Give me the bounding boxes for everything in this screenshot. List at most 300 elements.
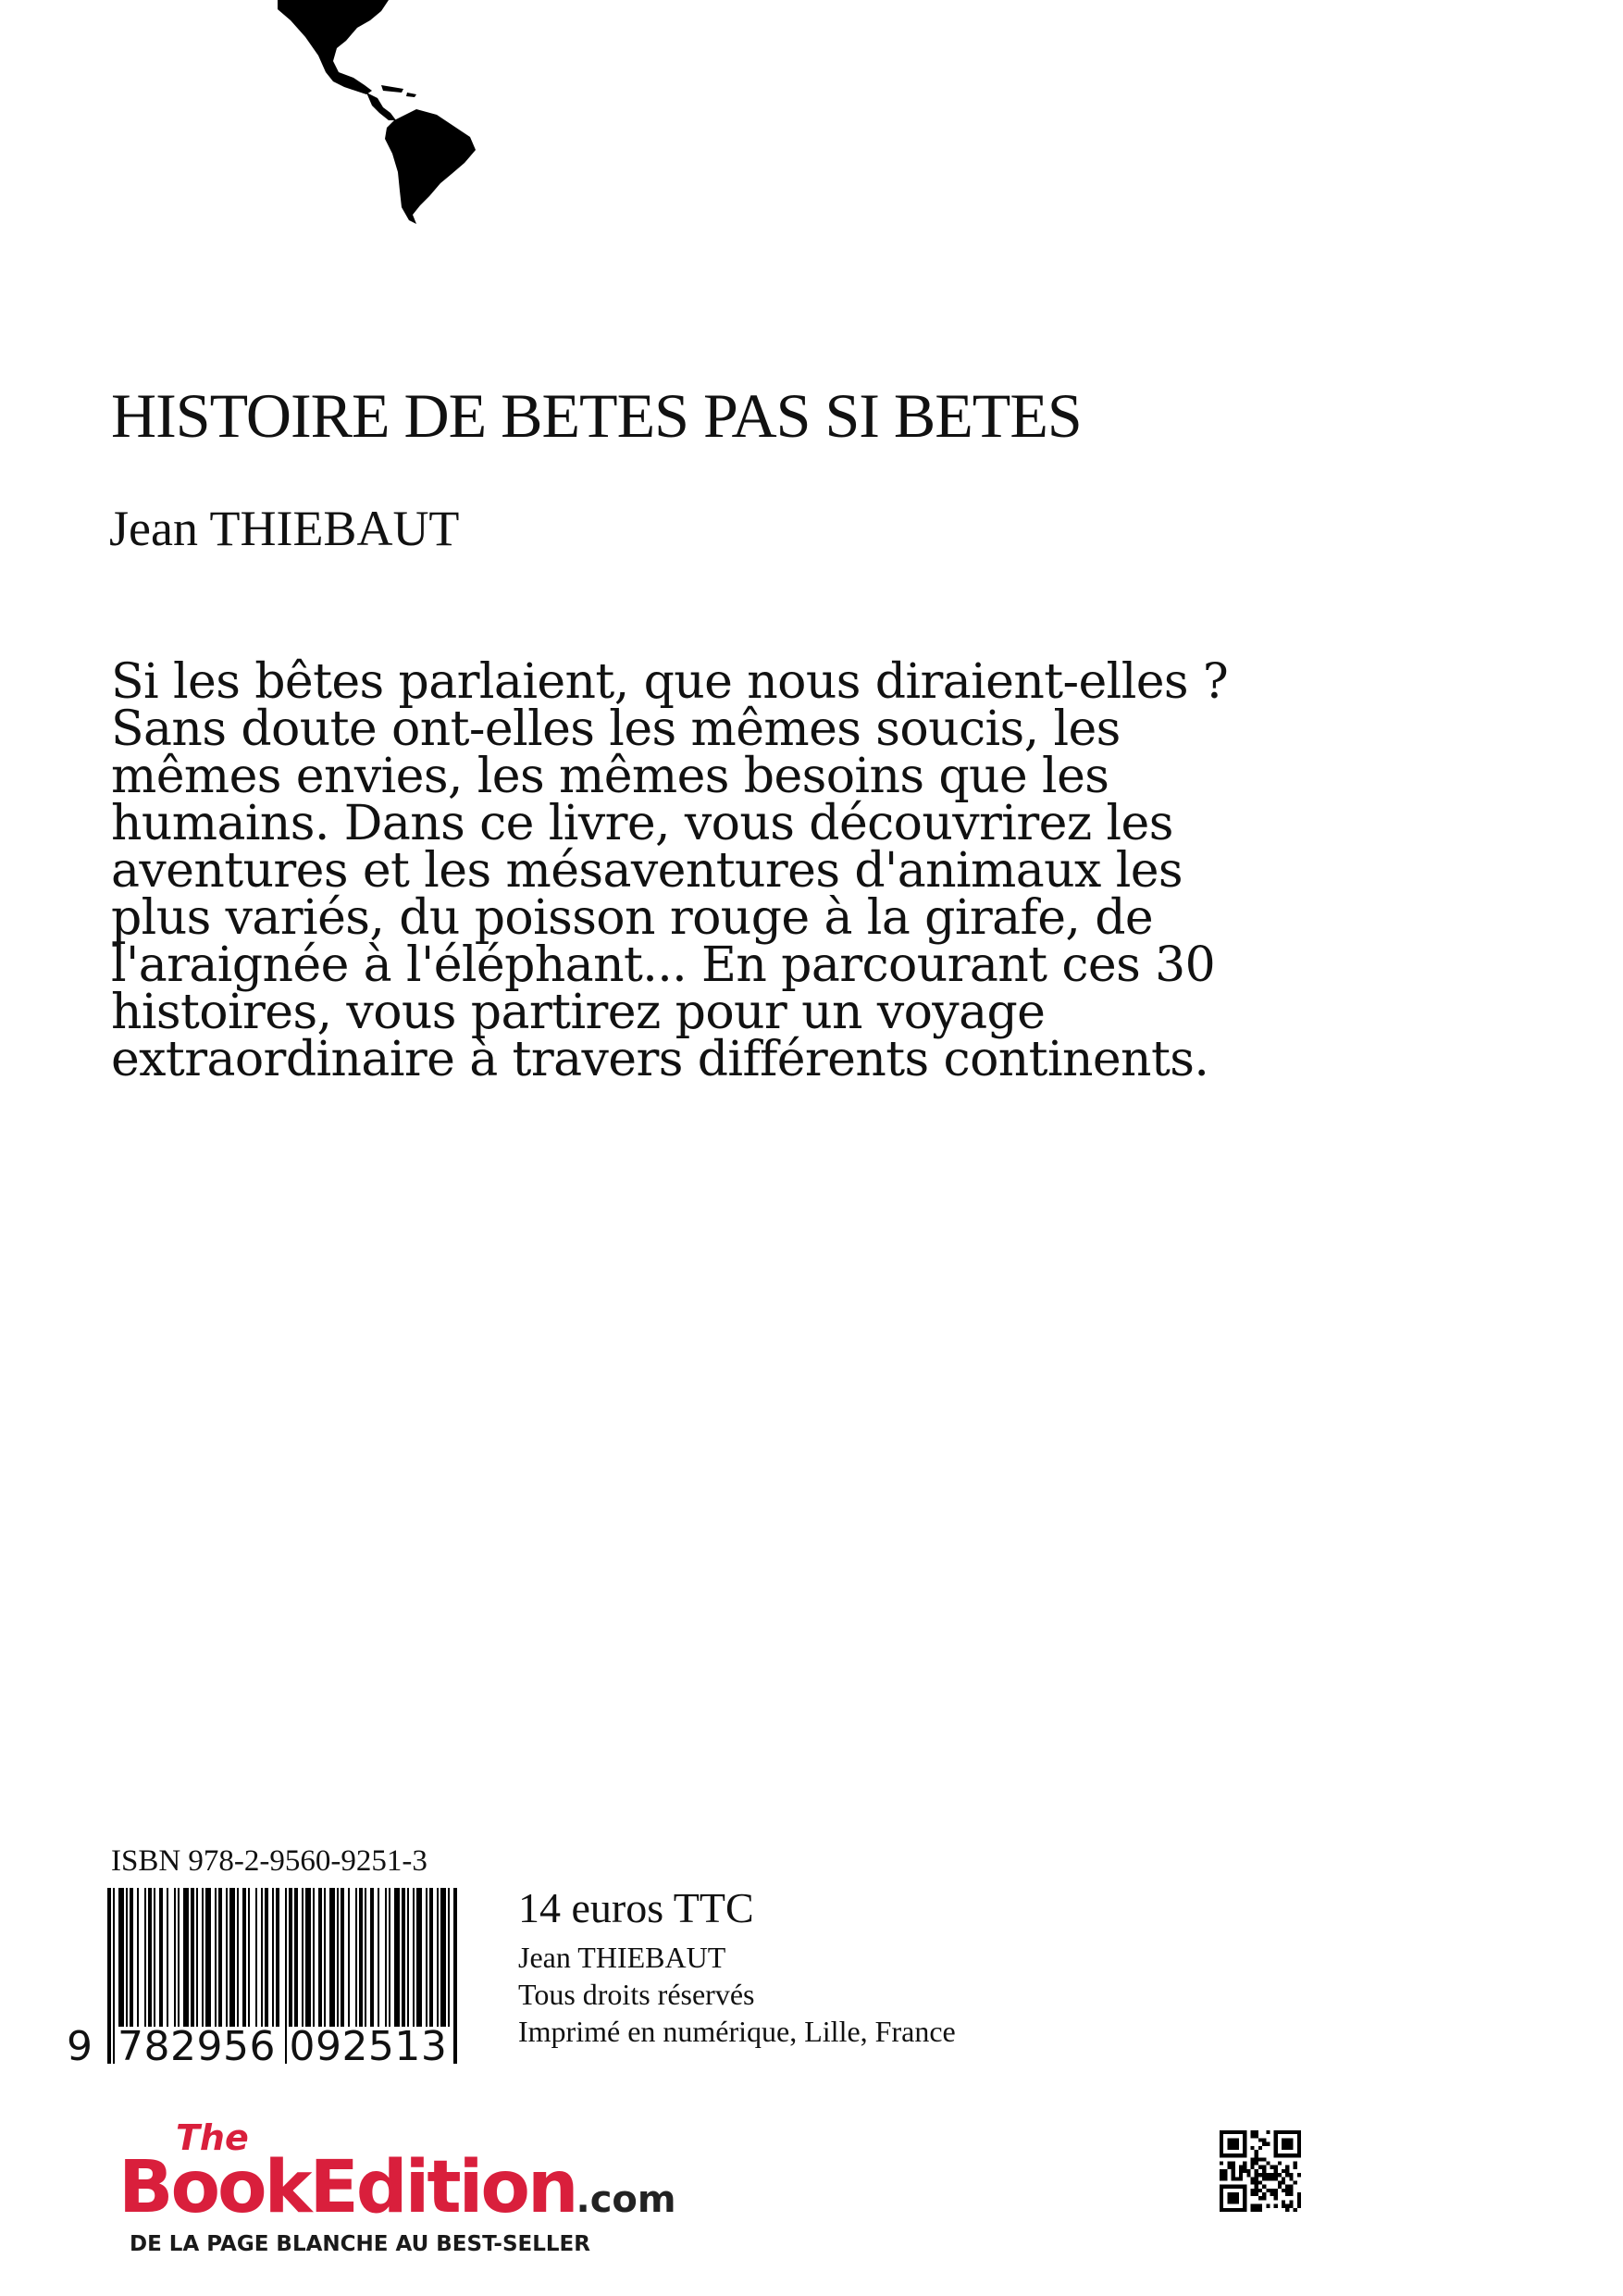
qr-module	[1220, 2150, 1223, 2153]
qr-module	[1220, 2173, 1223, 2177]
qr-module	[1270, 2173, 1273, 2177]
qr-module	[1255, 2153, 1258, 2157]
qr-module	[1297, 2153, 1301, 2157]
qr-module	[1223, 2173, 1227, 2177]
qr-module	[1282, 2142, 1285, 2146]
qr-module	[1274, 2130, 1278, 2134]
qr-module	[1289, 2153, 1293, 2157]
qr-module	[1251, 2180, 1255, 2184]
qr-module	[1227, 2162, 1231, 2166]
qr-module	[1258, 2196, 1262, 2200]
qr-module	[1232, 2153, 1235, 2157]
qr-module	[1232, 2177, 1235, 2180]
qr-module	[1255, 2134, 1258, 2138]
qr-module	[1220, 2146, 1223, 2150]
qr-module	[1232, 2166, 1235, 2169]
barcode-bar	[148, 1888, 152, 2027]
barcode-bar	[348, 1888, 350, 2027]
qr-module	[1274, 2169, 1278, 2173]
qr-module	[1235, 2192, 1239, 2196]
qr-module	[1294, 2208, 1297, 2212]
qr-module	[1227, 2130, 1231, 2134]
qr-module	[1232, 2130, 1235, 2134]
blurb-line: plus variés, du poisson rouge à la girafe, de	[111, 890, 1154, 946]
qr-module	[1282, 2146, 1285, 2150]
barcode-bar	[118, 1888, 124, 2027]
qr-module	[1227, 2192, 1231, 2196]
qr-module	[1294, 2180, 1297, 2184]
qr-module	[1255, 2180, 1258, 2184]
qr-module	[1274, 2173, 1278, 2177]
qr-module	[1223, 2185, 1227, 2189]
qr-module	[1243, 2150, 1246, 2153]
qr-module	[1232, 2138, 1235, 2141]
barcode-bar	[453, 1888, 457, 2064]
qr-module	[1243, 2192, 1246, 2196]
qr-module	[1251, 2177, 1255, 2180]
qr-module	[1278, 2173, 1282, 2177]
qr-module	[1227, 2153, 1231, 2157]
qr-module	[1239, 2177, 1243, 2180]
qr-module	[1235, 2138, 1239, 2141]
qr-module	[1274, 2134, 1278, 2138]
qr-module	[1243, 2200, 1246, 2203]
qr-module	[1278, 2153, 1282, 2157]
barcode-bar	[355, 1888, 357, 2027]
barcode-bar	[191, 1888, 194, 2027]
barcode-bar	[413, 1888, 415, 2027]
barcode-bar	[365, 1888, 366, 2027]
north-america-shape	[278, 0, 389, 94]
barcode-bar	[255, 1888, 257, 2027]
logo-the-text: The	[176, 2117, 249, 2158]
qr-module	[1227, 2142, 1231, 2146]
qr-module	[1255, 2150, 1258, 2153]
qr-module	[1282, 2177, 1285, 2180]
qr-module	[1243, 2146, 1246, 2150]
qr-module	[1278, 2185, 1282, 2189]
logo-tagline: DE LA PAGE BLANCHE AU BEST-SELLER	[130, 2232, 590, 2256]
barcode-bar	[272, 1888, 274, 2027]
qr-module	[1278, 2180, 1282, 2184]
qr-module	[1255, 2208, 1258, 2212]
qr-module	[1262, 2142, 1266, 2146]
qr-module	[1274, 2142, 1278, 2146]
barcode-bar	[429, 1888, 433, 2027]
barcode-bar	[341, 1888, 344, 2027]
barcode-bar	[242, 1888, 246, 2027]
qr-module	[1282, 2153, 1285, 2157]
barcode-bar	[154, 1888, 155, 2027]
qr-module	[1232, 2208, 1235, 2212]
barcode-bar	[183, 1888, 189, 2027]
publisher-logo	[111, 2117, 676, 2267]
qr-module	[1223, 2177, 1227, 2180]
price-label: 14 euros TTC	[518, 1884, 754, 1931]
barcode-bar	[440, 1888, 446, 2027]
qr-module	[1262, 2177, 1266, 2180]
qr-module	[1285, 2169, 1289, 2173]
logo-brand-name: BookEdition	[118, 2146, 576, 2229]
barcode-bar	[378, 1888, 379, 2027]
qr-module	[1235, 2200, 1239, 2203]
qr-module	[1297, 2150, 1301, 2153]
qr-module	[1285, 2208, 1289, 2212]
qr-module	[1243, 2134, 1246, 2138]
blurb-line: l'araignée à l'éléphant... En parcourant ces 30	[111, 937, 1216, 993]
qr-module	[1282, 2138, 1285, 2141]
barcode-bar	[437, 1888, 439, 2027]
imprint-printed-location: Imprimé en numérique, Lille, France	[518, 2015, 956, 2048]
isbn-label: ISBN 978-2-9560-9251-3	[111, 1844, 427, 1878]
qr-module	[1243, 2166, 1246, 2169]
blurb-line: Si les bêtes parlaient, que nous diraient-elles ?	[111, 654, 1229, 710]
qr-module	[1294, 2166, 1297, 2169]
qr-module	[1251, 2134, 1255, 2138]
qr-module	[1285, 2173, 1289, 2177]
qr-module	[1220, 2192, 1223, 2196]
qr-module	[1297, 2130, 1301, 2134]
qr-module	[1227, 2196, 1231, 2200]
qr-module	[1266, 2173, 1270, 2177]
barcode-bar	[394, 1888, 400, 2027]
barcode-bar	[174, 1888, 176, 2027]
qr-module	[1235, 2130, 1239, 2134]
back-cover-blurb	[111, 654, 1258, 1087]
qr-module	[1258, 2208, 1262, 2212]
qr-module	[1258, 2204, 1262, 2208]
qr-module	[1258, 2146, 1262, 2150]
qr-module	[1289, 2204, 1293, 2208]
barcode-bar	[276, 1888, 279, 2027]
qr-module	[1235, 2142, 1239, 2146]
qr-module	[1285, 2153, 1289, 2157]
qr-module	[1243, 2169, 1246, 2173]
qr-module	[1282, 2130, 1285, 2134]
qr-module	[1282, 2204, 1285, 2208]
qr-module	[1285, 2138, 1289, 2141]
qr-module	[1274, 2150, 1278, 2153]
barcode-bar	[385, 1888, 387, 2027]
barcode-bar	[196, 1888, 198, 2027]
qr-module	[1251, 2157, 1255, 2161]
qr-module	[1243, 2196, 1246, 2200]
qr-module	[1274, 2192, 1278, 2196]
qr-module	[1220, 2208, 1223, 2212]
barcode-bar	[107, 1888, 111, 2064]
qr-module	[1297, 2200, 1301, 2203]
barcode-bar	[229, 1888, 235, 2027]
qr-module	[1262, 2173, 1266, 2177]
qr-module	[1255, 2130, 1258, 2134]
qr-module	[1255, 2204, 1258, 2208]
barcode-bar	[226, 1888, 228, 2027]
qr-module	[1246, 2169, 1250, 2173]
qr-module	[1251, 2162, 1255, 2166]
blurb-line: extraordinaire à travers différents continents.	[111, 1032, 1209, 1087]
qr-module	[1220, 2196, 1223, 2200]
qr-module	[1297, 2142, 1301, 2146]
qr-module	[1297, 2138, 1301, 2141]
qr-module	[1243, 2138, 1246, 2141]
qr-module	[1255, 2177, 1258, 2180]
qr-module	[1266, 2204, 1270, 2208]
world-map-image	[278, 0, 490, 227]
qr-module	[1289, 2192, 1293, 2196]
qr-module	[1235, 2196, 1239, 2200]
barcode-bar	[370, 1888, 374, 2027]
qr-module	[1289, 2173, 1293, 2177]
qr-module	[1289, 2138, 1293, 2141]
qr-module	[1251, 2204, 1255, 2208]
qr-module	[1297, 2173, 1301, 2177]
qr-module	[1220, 2162, 1223, 2166]
qr-module	[1274, 2189, 1278, 2192]
barcode-bar	[237, 1888, 239, 2027]
qr-module	[1270, 2177, 1273, 2180]
qr-module	[1274, 2196, 1278, 2200]
barcode-bar	[205, 1888, 211, 2027]
blurb-line: aventures et les mésaventures d'animaux les	[111, 843, 1183, 899]
qr-module	[1294, 2130, 1297, 2134]
barcode-bar	[215, 1888, 217, 2027]
qr-module	[1220, 2138, 1223, 2141]
qr-module	[1243, 2208, 1246, 2212]
qr-module	[1232, 2146, 1235, 2150]
qr-module	[1220, 2185, 1223, 2189]
barcode-bar	[324, 1888, 326, 2027]
qr-module	[1220, 2153, 1223, 2157]
qr-module	[1278, 2130, 1282, 2134]
barcode-bar	[265, 1888, 268, 2027]
qr-module	[1282, 2180, 1285, 2184]
qr-module	[1258, 2157, 1262, 2161]
qr-module	[1243, 2162, 1246, 2166]
logo-main-text	[118, 2146, 676, 2237]
qr-module	[1232, 2142, 1235, 2146]
qr-module	[1285, 2189, 1289, 2192]
qr-module	[1297, 2196, 1301, 2200]
qr-module	[1285, 2166, 1289, 2169]
south-america-shape	[385, 109, 476, 224]
book-title: HISTOIRE DE BETES PAS SI BETES	[111, 380, 1082, 451]
qr-module	[1227, 2208, 1231, 2212]
qr-module	[1274, 2153, 1278, 2157]
qr-module	[1232, 2196, 1235, 2200]
qr-module	[1220, 2169, 1223, 2173]
barcode-digit-prefix: 9	[67, 2023, 93, 2070]
qr-module	[1227, 2185, 1231, 2189]
qr-module	[1282, 2189, 1285, 2192]
qr-module	[1239, 2166, 1243, 2169]
qr-module	[1235, 2146, 1239, 2150]
qr-module	[1285, 2185, 1289, 2189]
qr-module	[1232, 2185, 1235, 2189]
qr-module	[1235, 2185, 1239, 2189]
qr-module	[1282, 2200, 1285, 2203]
qr-module	[1255, 2169, 1258, 2173]
qr-module	[1255, 2173, 1258, 2177]
barcode-bar	[294, 1888, 298, 2027]
barcode-bar	[202, 1888, 204, 2027]
qr-module	[1285, 2204, 1289, 2208]
qr-module	[1289, 2189, 1293, 2192]
qr-module	[1262, 2166, 1266, 2169]
caribbean-shape	[381, 85, 416, 97]
qr-module	[1232, 2162, 1235, 2166]
qr-module	[1270, 2192, 1273, 2196]
barcode-bar	[144, 1888, 146, 2027]
qr-module	[1285, 2146, 1289, 2150]
qr-module	[1239, 2173, 1243, 2177]
barcode-bar	[416, 1888, 422, 2027]
central-america-shape	[366, 93, 396, 120]
qr-module	[1282, 2169, 1285, 2173]
logo-domain-suffix: .com	[576, 2178, 676, 2221]
barcode-bar	[113, 1888, 115, 2064]
barcode-bar	[407, 1888, 409, 2027]
barcode-bar	[130, 1888, 133, 2027]
qr-module	[1220, 2189, 1223, 2192]
qr-module	[1239, 2169, 1243, 2173]
qr-module	[1243, 2189, 1246, 2192]
barcode-bar	[302, 1888, 304, 2027]
qr-module	[1294, 2162, 1297, 2166]
imprint-rights: Tous droits réservés	[518, 1978, 755, 2011]
qr-module	[1243, 2142, 1246, 2146]
qr-code	[1220, 2130, 1301, 2212]
barcode-bar	[248, 1888, 250, 2027]
qr-module	[1274, 2204, 1278, 2208]
qr-module	[1289, 2177, 1293, 2180]
barcode-bar	[289, 1888, 292, 2027]
qr-module	[1262, 2169, 1266, 2173]
qr-module	[1227, 2166, 1231, 2169]
barcode-digit-body: 782956 092513	[118, 2023, 448, 2070]
qr-module	[1239, 2185, 1243, 2189]
barcode-bar	[337, 1888, 339, 2027]
qr-module	[1246, 2173, 1250, 2177]
qr-module	[1289, 2130, 1293, 2134]
barcode-bar	[448, 1888, 450, 2027]
qr-module	[1262, 2192, 1266, 2196]
qr-module	[1266, 2130, 1270, 2134]
qr-module	[1220, 2177, 1223, 2180]
barcode-bar	[402, 1888, 405, 2027]
qr-module	[1223, 2130, 1227, 2134]
qr-module	[1239, 2208, 1243, 2212]
qr-module	[1274, 2177, 1278, 2180]
barcode-bar	[261, 1888, 263, 2027]
qr-module	[1266, 2142, 1270, 2146]
qr-module	[1274, 2166, 1278, 2169]
qr-module	[1297, 2192, 1301, 2196]
qr-module	[1243, 2185, 1246, 2189]
qr-module	[1251, 2208, 1255, 2212]
qr-module	[1255, 2192, 1258, 2196]
qr-module	[1294, 2153, 1297, 2157]
qr-module	[1289, 2200, 1293, 2203]
barcode-bar	[389, 1888, 390, 2027]
qr-module	[1255, 2189, 1258, 2192]
qr-module	[1266, 2177, 1270, 2180]
qr-module	[1258, 2173, 1262, 2177]
qr-module	[1262, 2138, 1266, 2141]
qr-module	[1227, 2138, 1231, 2141]
barcode-bar	[137, 1888, 139, 2027]
qr-module	[1223, 2208, 1227, 2212]
blurb-line: histoires, vous partirez pour un voyage	[111, 985, 1046, 1040]
qr-module	[1220, 2134, 1223, 2138]
qr-module	[1258, 2189, 1262, 2192]
barcode-bar	[426, 1888, 427, 2027]
qr-module	[1262, 2185, 1266, 2189]
qr-module	[1232, 2192, 1235, 2196]
barcode-bar	[305, 1888, 311, 2027]
qr-module	[1278, 2162, 1282, 2166]
qr-module	[1270, 2189, 1273, 2192]
qr-module	[1235, 2208, 1239, 2212]
qr-module	[1289, 2142, 1293, 2146]
qr-module	[1243, 2130, 1246, 2134]
qr-module	[1220, 2130, 1223, 2134]
imprint-author: Jean THIEBAUT	[518, 1941, 726, 1974]
qr-module	[1289, 2185, 1293, 2189]
qr-module	[1232, 2169, 1235, 2173]
qr-module	[1255, 2157, 1258, 2161]
barcode-bar	[313, 1888, 315, 2027]
qr-module	[1289, 2146, 1293, 2150]
qr-module	[1270, 2166, 1273, 2169]
qr-module	[1274, 2138, 1278, 2141]
qr-module	[1220, 2200, 1223, 2203]
qr-module	[1243, 2204, 1246, 2208]
qr-module	[1258, 2180, 1262, 2184]
qr-module	[1220, 2142, 1223, 2146]
blurb-line: mêmes envies, les mêmes besoins que les	[111, 749, 1109, 804]
book-author: Jean THIEBAUT	[109, 501, 460, 556]
qr-module	[1297, 2204, 1301, 2208]
barcode-bar	[329, 1888, 335, 2027]
qr-module	[1258, 2138, 1262, 2141]
barcode-bar	[126, 1888, 128, 2027]
qr-module	[1239, 2130, 1243, 2134]
qr-module	[1251, 2192, 1255, 2196]
qr-module	[1285, 2142, 1289, 2146]
blurb-line: humains. Dans ce livre, vous découvrirez les	[111, 796, 1173, 851]
qr-module	[1297, 2146, 1301, 2150]
qr-module	[1274, 2146, 1278, 2150]
qr-module	[1232, 2200, 1235, 2203]
qr-module	[1243, 2153, 1246, 2157]
qr-module	[1232, 2173, 1235, 2177]
barcode-bar	[159, 1888, 163, 2027]
qr-module	[1297, 2134, 1301, 2138]
qr-module	[1227, 2200, 1231, 2203]
qr-module	[1251, 2166, 1255, 2169]
qr-module	[1262, 2157, 1266, 2161]
qr-module	[1266, 2162, 1270, 2166]
qr-module	[1262, 2196, 1266, 2200]
qr-module	[1239, 2153, 1243, 2157]
qr-module	[1223, 2169, 1227, 2173]
qr-module	[1285, 2192, 1289, 2196]
barcode-bar	[218, 1888, 222, 2027]
qr-module	[1258, 2166, 1262, 2169]
qr-module	[1220, 2204, 1223, 2208]
qr-module	[1266, 2189, 1270, 2192]
qr-module	[1251, 2130, 1255, 2134]
